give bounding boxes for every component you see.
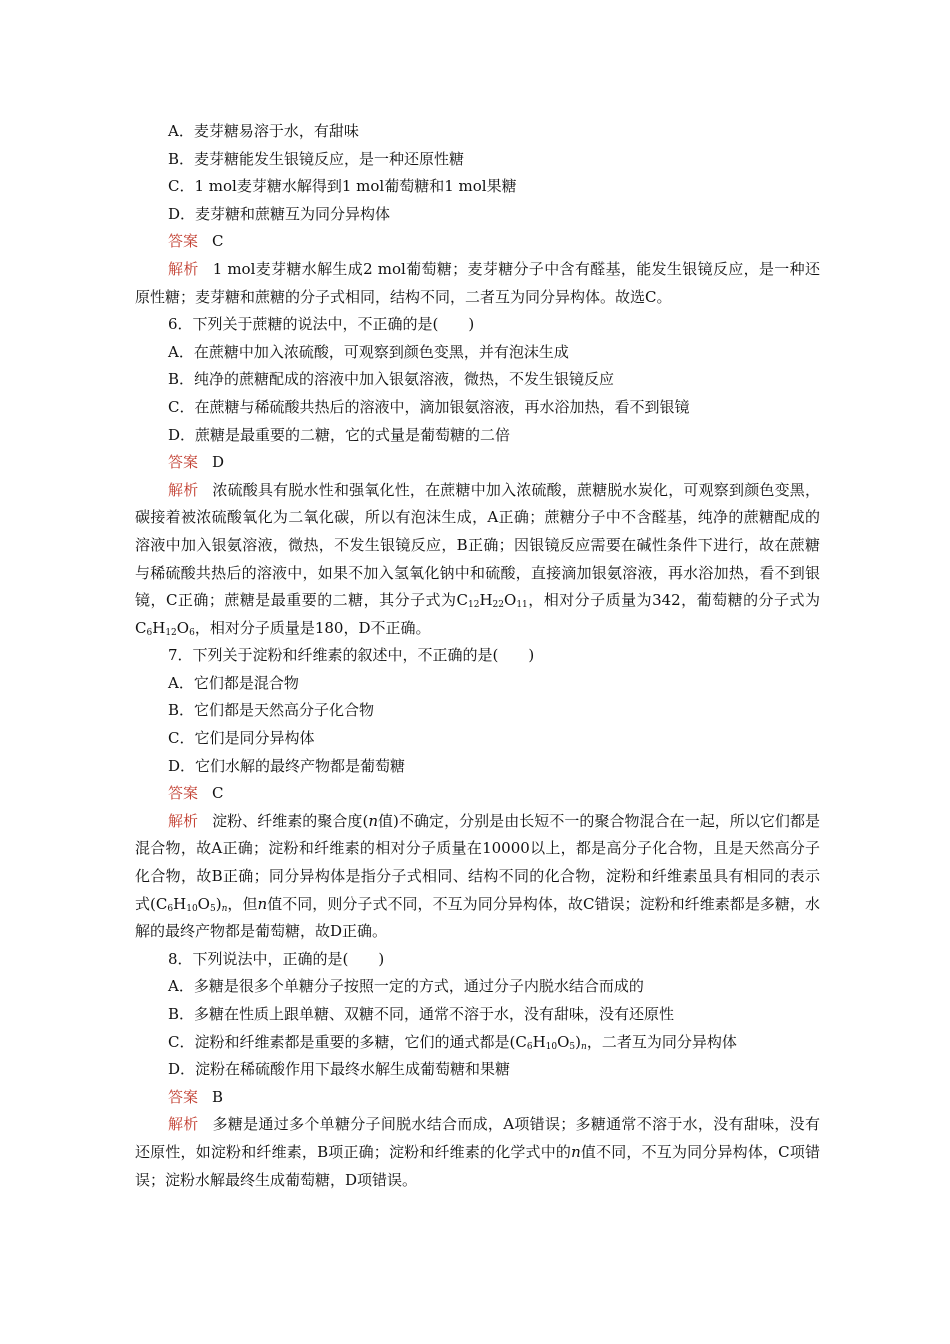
q5-option-b: B．麦芽糖能发生银镜反应，是一种还原性糖	[168, 149, 465, 168]
analysis-text: 值)不确定，分别是由长短不一的聚合物混合在一起，所以它们都是混合物，故A正确；淀粉和纤维素的相对分子质量在10000以上，都是高分子化合物，且是天然高分子化合物，故B正确；同分异构体是指分子式相同、结构不同的化合物，淀粉和纤维素虽具有相同的表示式	[135, 811, 820, 913]
analysis-label: 解析	[168, 811, 199, 830]
answer-value: C	[212, 232, 224, 251]
q6-stem: 6．下列关于蔗糖的说法中，不正确的是( )	[168, 315, 475, 334]
answer-label: 答案	[168, 1087, 199, 1106]
q6-option-a: A．在蔗糖中加入浓硫酸，可观察到颜色变黑，并有泡沫生成	[168, 342, 569, 361]
q6-answer	[135, 449, 820, 477]
q7-option-d: D．它们水解的最终产物都是葡萄糖	[168, 756, 406, 775]
analysis-text: ，但	[227, 894, 258, 913]
answer-label: 答案	[168, 453, 199, 472]
analysis-text: ，相对分子质量是180，D不正确。	[194, 618, 431, 637]
analysis-text: 浓硫酸具有脱水性和强氧化性，在蔗糖中加入浓硫酸，蔗糖脱水炭化，可观察到颜色变黑，碳接着被浓硫酸氧化为二氧化碳，所以有泡沫生成，A正确；蔗糖分子中不含醛基，纯净的蔗糖配成的溶液中加入银氨溶液，微热，不发生银镜反应，B正确；因银镜反应需要在碱性条件下进行，故在蔗糖与稀硫酸共热后的溶液中，如果不加入氢氧化钠中和硫酸，直接滴加银氨溶液，再水浴加热，看不到银镜，C正确；蔗糖是最重要的二糖，其分子式为	[135, 480, 820, 610]
answer-label: 答案	[168, 232, 199, 251]
q8-option-b: B．多糖在性质上跟单糖、双糖不同，通常不溶于水，没有甜味，没有还原性	[168, 1005, 675, 1023]
q5-answer	[135, 228, 820, 256]
formula-polysaccharide: $(C_6H_{10}O_5)_n$	[509, 1032, 587, 1052]
q6-option-b: B．纯净的蔗糖配成的溶液中加入银氨溶液，微热，不发生银镜反应	[168, 370, 615, 389]
q6-option-c: C．在蔗糖与稀硫酸共热后的溶液中，滴加银氨溶液，再水浴加热，看不到银镜	[168, 397, 690, 416]
q6-analysis	[135, 477, 820, 643]
answer-value: C	[212, 784, 224, 803]
q7-option-b: B．它们都是天然高分子化合物	[168, 701, 375, 720]
formula-sucrose: $C_{12}H_{22}O_{11}$	[456, 591, 528, 611]
document-page	[135, 118, 820, 1194]
analysis-text: 淀粉、纤维素的聚合度(	[212, 811, 369, 830]
analysis-text: 值不同，不互为同分异构体，C项错误；淀粉水解最终生成葡萄糖，D项错误。	[135, 1142, 820, 1189]
q5-option-d: D．麦芽糖和蔗糖互为同分异构体	[168, 204, 391, 223]
analysis-label: 解析	[168, 1115, 199, 1134]
formula-glucose: $C_6H_{12}O_6$	[135, 618, 195, 638]
analysis-text: ，相对分子质量为342，葡萄糖的分子式为	[527, 591, 820, 610]
analysis-text: 1 mol麦芽糖水解生成2 mol葡萄糖；麦芽糖分子中含有醛基，能发生银镜反应，是一种还原性糖；麦芽糖和蔗糖的分子式相同，结构不同，二者互为同分异构体。故选C。	[135, 259, 820, 306]
q8-option-d: D．淀粉在稀硫酸作用下最终水解生成葡萄糖和果糖	[168, 1060, 511, 1079]
q7-analysis	[135, 808, 820, 946]
answer-value: B	[212, 1087, 224, 1106]
variable-n: n	[571, 1142, 581, 1161]
q5-option-c: C．1 mol麦芽糖水解得到1 mol葡萄糖和1 mol果糖	[168, 177, 517, 196]
q7-answer	[135, 780, 820, 808]
variable-n: n	[257, 894, 268, 913]
analysis-text: 值不同，则分子式不同，不互为同分异构体，故C错误；淀粉和纤维素都是多糖，水解的最终产物都是葡萄糖，故D正确。	[135, 894, 820, 941]
q8-stem: 8．下列说法中，正确的是( )	[168, 949, 385, 968]
q8-option-c: C．淀粉和纤维素都是重要的多糖，它们的通式都是$(C_6H_{10}O_5)_n$，二者互为同分异构体	[168, 1032, 737, 1052]
analysis-label: 解析	[168, 480, 199, 499]
answer-value: D	[212, 453, 225, 472]
analysis-text: 多糖是通过多个单糖分子间脱水结合而成，A项错误；多糖通常不溶于水，没有甜味，没有还原性，如淀粉和纤维素，B项正确；淀粉和纤维素的化学式中的	[135, 1115, 820, 1161]
q7-stem: 7．下列关于淀粉和纤维素的叙述中，不正确的是( )	[168, 646, 535, 665]
q5-analysis	[135, 256, 820, 311]
q8-analysis	[135, 1111, 820, 1194]
analysis-label: 解析	[168, 259, 199, 278]
answer-label: 答案	[168, 784, 199, 803]
q7-option-c: C．它们是同分异构体	[168, 729, 315, 748]
q8-answer	[135, 1084, 820, 1112]
q5-option-a: A．麦芽糖易溶于水，有甜味	[168, 122, 359, 140]
variable-n: n	[368, 811, 378, 830]
q8-option-a: A．多糖是很多个单糖分子按照一定的方式，通过分子内脱水结合而成的	[168, 977, 644, 996]
q6-option-d: D．蔗糖是最重要的二糖，它的式量是葡萄糖的二倍	[168, 425, 511, 444]
formula-polysaccharide: $(C_6H_{10}O_5)_n$	[150, 894, 228, 914]
q7-option-a: A．它们都是混合物	[168, 673, 299, 692]
